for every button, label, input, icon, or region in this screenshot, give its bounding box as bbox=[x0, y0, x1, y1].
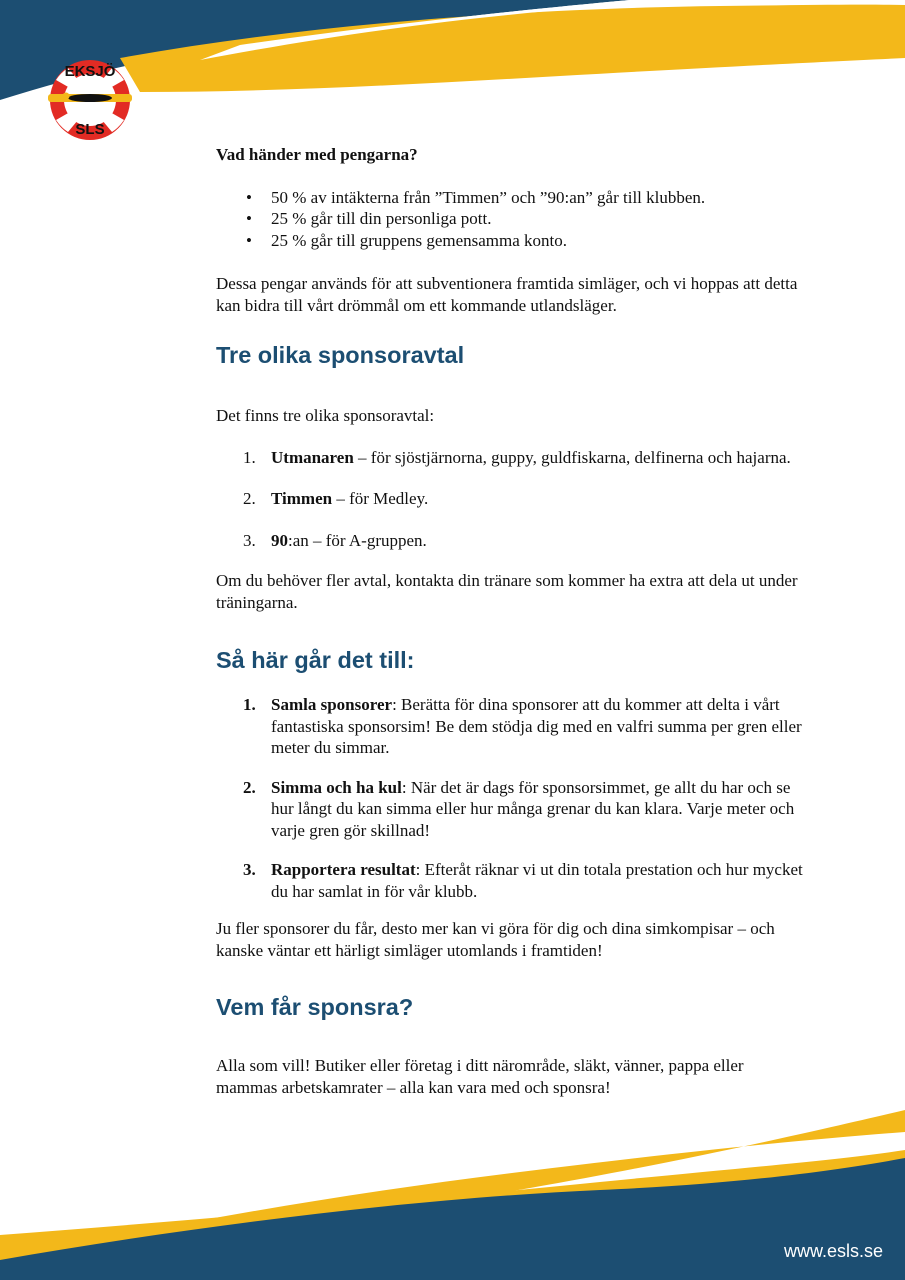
list-item: • 50 % av intäkterna från ”Timmen” och ”90:an” går till klubben. bbox=[271, 187, 806, 209]
agreement-name: Timmen bbox=[271, 489, 333, 508]
who-heading: Vem får sponsra? bbox=[216, 994, 414, 1020]
list-number: 1. bbox=[243, 447, 256, 467]
who-paragraph: Alla som vill! Butiker eller företag i ditt närområde, släkt, vänner, pappa eller mammas arbetskamrater – alla kan vara med och sponsra! bbox=[216, 1056, 744, 1097]
list-item bbox=[243, 530, 806, 552]
agreement-desc: – för sjöstjärnorna, guppy, guldfiskarna, delfinerna och hajarna. bbox=[353, 447, 791, 467]
list-number: 2. bbox=[243, 489, 256, 508]
step-title: Samla sponsorer bbox=[271, 695, 393, 714]
agreement-desc: – för Medley. bbox=[332, 489, 429, 508]
logo-bottom-text: SLS bbox=[75, 121, 105, 138]
agreements-intro: Det finns tre olika sponsoravtal: bbox=[216, 406, 435, 425]
money-bullet-list bbox=[216, 187, 806, 252]
money-paragraph: Dessa pengar används för att subventionera framtida simläger, och vi hoppas att detta kan bidra till vårt drömmål om ett kommande utlandsläger. bbox=[216, 274, 798, 315]
step-desc: : Berätta för dina sponsorer att du kommer att delta i vårt fantastiska sponsorsim! Be dem stödja dig med en valfri summa per gren eller meter du simmar. bbox=[271, 695, 802, 757]
list-item bbox=[243, 694, 806, 759]
list-item bbox=[243, 777, 806, 842]
agreement-desc: :an – för A-gruppen. bbox=[288, 530, 427, 550]
step-title: Simma och ha kul bbox=[271, 777, 402, 797]
eksjo-sls-logo bbox=[42, 56, 138, 144]
howto-heading: Så här går det till: bbox=[216, 647, 415, 673]
list-item: • 25 % går till din personliga pott. bbox=[271, 208, 806, 230]
step-desc: : Efteråt räknar vi ut din totala prestation och hur mycket du har samlat in för vår klubb. bbox=[271, 860, 803, 901]
list-item bbox=[243, 859, 806, 902]
list-number: 3. bbox=[243, 860, 256, 879]
list-number: 1. bbox=[243, 695, 256, 714]
agreement-name: 90 bbox=[271, 530, 288, 550]
money-section-title: Vad händer med pengarna? bbox=[216, 145, 418, 164]
howto-footer: Ju fler sponsorer du får, desto mer kan vi göra för dig och dina simkompisar – och kanske väntar ett härligt simläger utomlands i framtiden! bbox=[216, 919, 775, 960]
footer-wave-decoration bbox=[0, 1110, 905, 1280]
list-number: 2. bbox=[243, 777, 256, 797]
agreements-list bbox=[216, 447, 806, 552]
list-item bbox=[243, 488, 806, 510]
agreements-footer: Om du behöver fler avtal, kontakta din tränare som kommer ha extra att dela ut under träningarna. bbox=[216, 571, 798, 612]
document-body bbox=[216, 138, 806, 1098]
list-item: • 25 % går till gruppens gemensamma konto. bbox=[271, 230, 806, 252]
step-desc: : När det är dags för sponsorsimmet, ge allt du har och se hur långt du kan simma eller hur många grenar du kan klara. Varje meter och varje gren gör skillnad! bbox=[271, 777, 795, 840]
step-title: Rapportera resultat bbox=[271, 860, 416, 879]
agreements-heading: Tre olika sponsoravtal bbox=[216, 342, 465, 368]
list-item bbox=[243, 447, 806, 469]
list-number: 3. bbox=[243, 530, 256, 550]
logo-top-text: EKSJÖ bbox=[64, 63, 116, 80]
website-link[interactable]: www.esls.se bbox=[783, 1241, 883, 1261]
howto-list bbox=[216, 694, 806, 902]
agreement-name: Utmanaren bbox=[271, 447, 354, 467]
